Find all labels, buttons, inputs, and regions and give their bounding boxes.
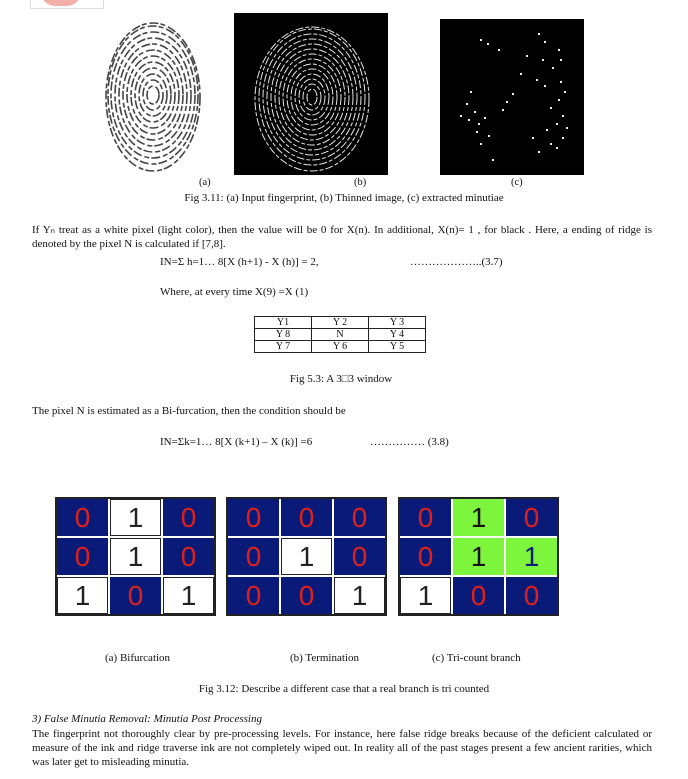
grid-cell: 0: [506, 577, 557, 614]
grid-label-termination: (b) Termination: [290, 652, 359, 664]
tri-count-branch-grid: [398, 497, 559, 616]
grid-cell: 0: [400, 538, 451, 575]
window-cell: Y 6: [312, 341, 369, 353]
window-cell: Y 8: [255, 329, 312, 341]
grid-cell: 0: [57, 538, 108, 575]
figure-3-11-caption: Fig 3.11: (a) Input fingerprint, (b) Thinned image, (c) extracted minutiae: [184, 192, 504, 204]
section-heading: 3) False Minutia Removal: Minutia Post Processing: [32, 713, 262, 725]
page-corner-fragment: [30, 0, 104, 9]
grid-cell: 1: [506, 538, 557, 575]
grid-cell: 0: [163, 538, 214, 575]
bifurcation-grid: [55, 497, 216, 616]
window-cell: Y 3: [369, 317, 426, 329]
termination-grid: [226, 497, 387, 616]
paragraph-false-minutia: The fingerprint not thoroughly clear by pre-processing levels. For instance, here false ridge breaks because of the deficient calculated or measure of the ink and ridge traverse ink are not completely wiped out. In reality all of the past stages present a few ancient rarities, which was later get to misleading minutia.: [32, 728, 652, 768]
grid-cell: 1: [453, 499, 504, 536]
grid-cell: 0: [453, 577, 504, 614]
grid-cell: 0: [334, 538, 385, 575]
equation-3-8-number: …………… (3.8): [370, 436, 449, 448]
where-condition: Where, at every time X(9) =X (1): [160, 286, 309, 298]
grid-cell: 0: [110, 577, 161, 614]
equation-3-7: IN=Σ h=1… 8[X (h+1) - X (h)] = 2,: [160, 256, 319, 268]
grid-cell: 0: [400, 499, 451, 536]
grid-cell: 1: [57, 577, 108, 614]
equation-3-8: IN=Σk=1… 8[X (k+1) – X (k)] =6: [160, 436, 313, 448]
grid-label-bifurcation: (a) Bifurcation: [105, 652, 171, 664]
subfigure-label-c: (c): [511, 177, 523, 188]
grid-cell: 0: [334, 499, 385, 536]
grid-cell: 1: [110, 499, 161, 536]
input-fingerprint-image: [105, 13, 202, 175]
thinned-fingerprint-image: [234, 13, 388, 175]
grid-cell: 0: [281, 499, 332, 536]
window-cell: Y 7: [255, 341, 312, 353]
window-cell: Y 4: [369, 329, 426, 341]
window-3x3-table: [254, 316, 426, 353]
window-cell: Y 2: [312, 317, 369, 329]
grid-cell: 1: [163, 577, 214, 614]
grid-cell: 0: [228, 499, 279, 536]
extracted-minutiae-image: [440, 19, 584, 175]
window-cell: Y1: [255, 317, 312, 329]
grid-cell: 0: [506, 499, 557, 536]
window-table-caption: Fig 5.3: A 3□3 window: [289, 373, 393, 385]
window-cell: N: [312, 329, 369, 341]
grid-cell: 1: [453, 538, 504, 575]
paragraph-bifurcation: The pixel N is estimated as a Bi-furcation, then the condition should be: [32, 405, 346, 417]
grid-cell: 0: [228, 577, 279, 614]
paragraph-ridge-ending: If Yₙ treat as a white pixel (light color), then the value will be 0 for X(n). In additional, X(n)= 1 , for black . Here, a ending of ridge is denoted by the pixel N is calculated if [7,8].: [32, 224, 652, 250]
figure-3-12-caption: Fig 3.12: Describe a different case that a real branch is tri counted: [198, 683, 490, 695]
grid-cell: 0: [281, 577, 332, 614]
grid-label-tri-count: (c) Tri-count branch: [432, 652, 521, 664]
subfigure-label-b: (b): [354, 177, 367, 188]
subfigure-label-a: (a): [199, 177, 211, 188]
grid-cell: 1: [400, 577, 451, 614]
grid-cell: 1: [334, 577, 385, 614]
grid-cell: 1: [281, 538, 332, 575]
window-cell: Y 5: [369, 341, 426, 353]
grid-cell: 0: [163, 499, 214, 536]
grid-cell: 1: [110, 538, 161, 575]
grid-cell: 0: [57, 499, 108, 536]
grid-cell: 0: [228, 538, 279, 575]
equation-3-7-number: ………………..(3.7): [410, 256, 503, 268]
